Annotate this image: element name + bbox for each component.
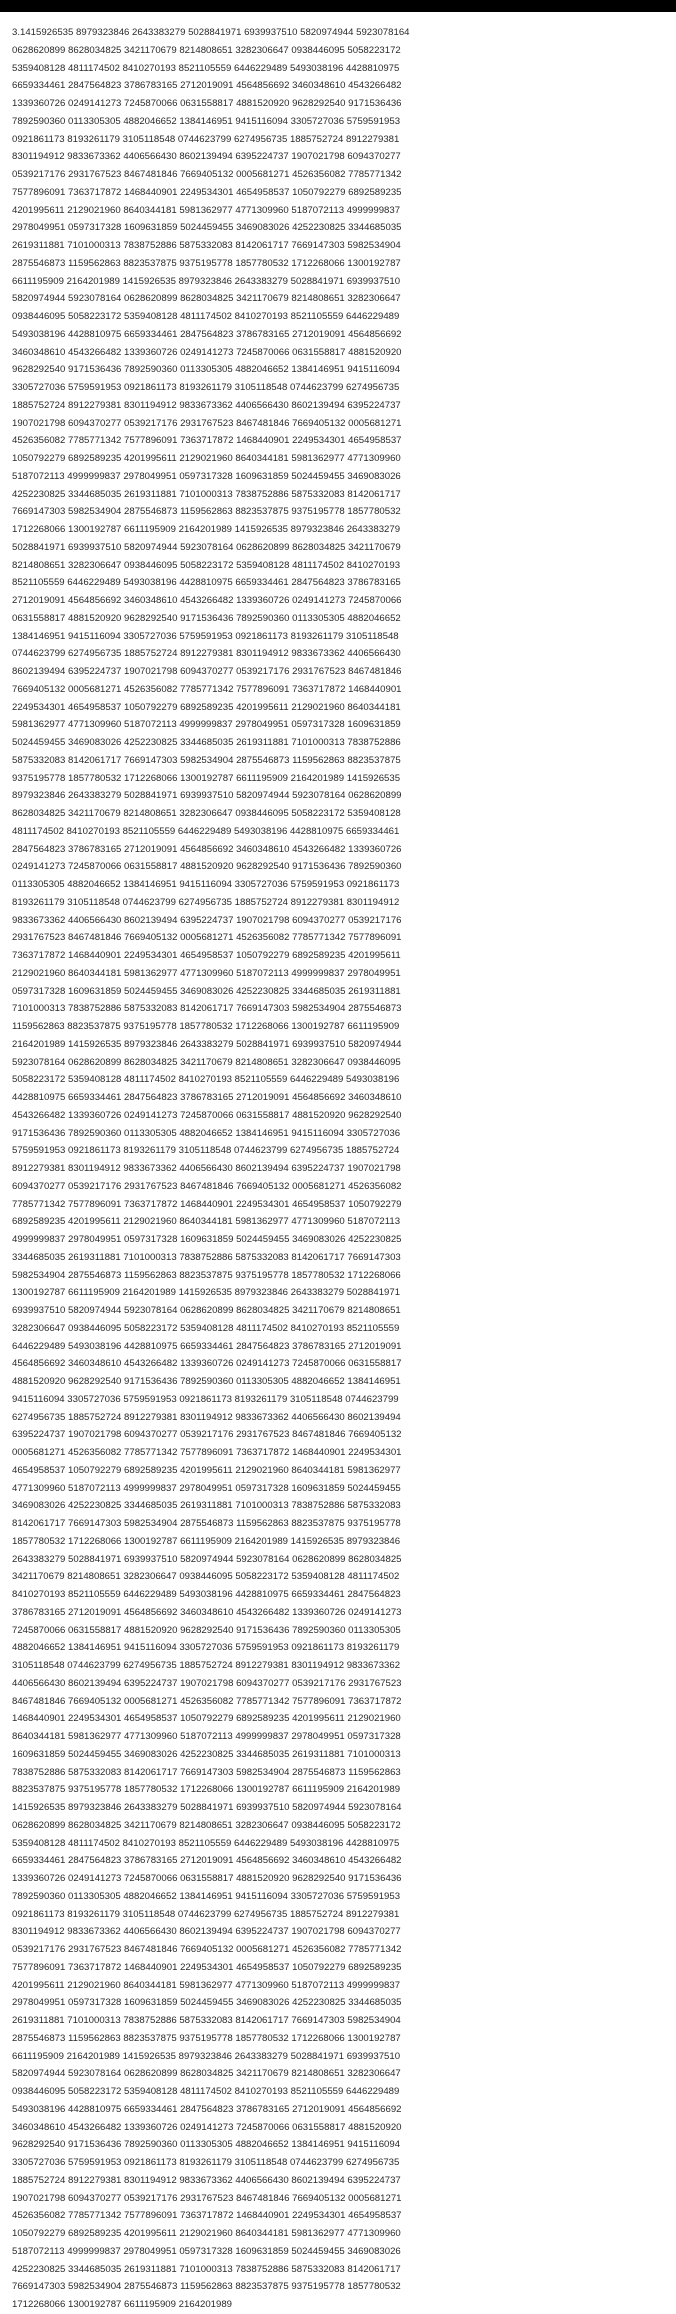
digit-line: 9628292540 9171536436 7892590360 0113305305 4882046652 1384146951 9415116094 xyxy=(12,364,401,376)
digit-line: 5359408128 4811174502 8410270193 8521105559 6446229489 5493038196 4428810975 xyxy=(12,1837,400,1849)
digit-line: 7245870066 0631558817 4881520920 9628292540 9171536436 7892590360 0113305305 xyxy=(12,1624,401,1636)
digit-line: 2619311881 7101000313 7838752886 5875332083 8142061717 7669147303 5982534904 xyxy=(12,240,401,251)
digit-line: 5359408128 4811174502 8410270193 8521105559 6446229489 5493038196 4428810975 xyxy=(12,62,400,74)
digit-line: 3305727036 5759591953 0921861173 8193261179 3105118548 0744623799 6274956735 xyxy=(12,2157,400,2168)
digit-line: 6659334461 2847564823 3786783165 2712019091 4564856692 3460348610 4543266482 xyxy=(12,80,402,92)
digit-line: 8823537875 9375195778 1857780532 1712268066 1300192787 6611195909 2164201989 xyxy=(12,1784,401,1796)
digit-line: 4654958537 1050792279 6892589235 4201995611 2129021960 8640344181 5981362977 xyxy=(12,1464,401,1476)
digit-line: 0921861173 8193261179 3105118548 0744623799 6274956735 1885752724 8912279381 xyxy=(12,133,400,145)
digit-line: 9171536436 7892590360 0113305305 4882046652 1384146951 9415116094 3305727036 xyxy=(12,1127,401,1139)
digit-line: 5923078164 0628620899 8628034825 3421170679 8214808651 3282306647 0938446095 xyxy=(12,1056,401,1068)
digit-line: 3.1415926535 8979323846 2643383279 5028841971 6939937510 5820974944 5923078164 xyxy=(12,27,410,38)
digit-line: 2875546873 1159562863 8823537875 9375195778 1857780532 1712268066 1300192787 xyxy=(12,2032,401,2044)
pi-digits-text xyxy=(12,24,664,2314)
digit-line: 1159562863 8823537875 9375195778 1857780532 1712268066 1300192787 6611195909 xyxy=(12,1021,400,1032)
digit-line: 4543266482 1339360726 0249141273 7245870066 0631558817 4881520920 9628292540 xyxy=(12,1109,402,1121)
digit-line: 8214808651 3282306647 0938446095 5058223172 5359408128 4811174502 8410270193 xyxy=(12,559,401,571)
digit-line: 3282306647 0938446095 5058223172 5359408128 4811174502 8410270193 8521105559 xyxy=(12,1322,400,1334)
digit-line: 1907021798 6094370277 0539217176 2931767523 8467481846 7669405132 0005681271 xyxy=(12,2192,402,2204)
document-page xyxy=(12,24,664,2310)
digit-line: 1384146951 9415116094 3305727036 5759591953 0921861173 8193261179 3105118548 xyxy=(12,630,399,642)
digit-line: 3460348610 4543266482 1339360726 0249141273 7245870066 0631558817 4881520920 xyxy=(12,2121,402,2133)
digit-line: 1609631859 5024459455 3469083026 4252230825 3344685035 2619311881 7101000313 xyxy=(12,1748,401,1760)
digit-line: 1712268066 1300192787 6611195909 2164201989 xyxy=(12,2299,232,2310)
digit-line: 0539217176 2931767523 8467481846 7669405132 0005681271 4526356082 7785771342 xyxy=(12,169,402,180)
digit-line: 3421170679 8214808651 3282306647 0938446095 5058223172 5359408128 4811174502 xyxy=(12,1571,400,1583)
digit-line: 9833673362 4406566430 8602139494 6395224737 1907021798 6094370277 0539217176 xyxy=(12,914,402,926)
digit-line: 0938446095 5058223172 5359408128 4811174502 8410270193 8521105559 6446229489 xyxy=(12,311,400,322)
digit-line: 6395224737 1907021798 6094370277 0539217176 2931767523 8467481846 7669405132 xyxy=(12,1429,402,1441)
digit-line: 0597317328 1609631859 5024459455 3469083026 4252230825 3344685035 2619311881 xyxy=(12,985,401,997)
digit-line: 2847564823 3786783165 2712019091 4564856692 3460348610 4543266482 1339360726 xyxy=(12,843,402,855)
digit-line: 6274956735 1885752724 8912279381 8301194912 9833673362 4406566430 8602139494 xyxy=(12,1411,401,1423)
digit-line: 5820974944 5923078164 0628620899 8628034825 3421170679 8214808651 3282306647 xyxy=(12,2068,401,2080)
digit-line: 6094370277 0539217176 2931767523 8467481846 7669405132 0005681271 4526356082 xyxy=(12,1180,402,1192)
digit-line: 0938446095 5058223172 5359408128 4811174502 8410270193 8521105559 6446229489 xyxy=(12,2086,400,2097)
digit-line: 8640344181 5981362977 4771309960 5187072113 4999999837 2978049951 0597317328 xyxy=(12,1731,401,1742)
digit-line: 6446229489 5493038196 4428810975 6659334461 2847564823 3786783165 2712019091 xyxy=(12,1340,402,1352)
digit-line: 3786783165 2712019091 4564856692 3460348610 4543266482 1339360726 0249141273 xyxy=(12,1606,402,1618)
digit-line: 0113305305 4882046652 1384146951 9415116094 3305727036 5759591953 0921861173 xyxy=(12,879,400,890)
digit-line: 5028841971 6939937510 5820974944 5923078164 0628620899 8628034825 3421170679 xyxy=(12,541,401,553)
digit-line: 2249534301 4654958537 1050792279 6892589235 4201995611 2129021960 8640344181 xyxy=(12,701,401,713)
digit-line: 8193261179 3105118548 0744623799 6274956735 1885752724 8912279381 8301194912 xyxy=(12,896,400,908)
digit-line: 0628620899 8628034825 3421170679 8214808651 3282306647 0938446095 5058223172 xyxy=(12,44,401,56)
digit-line: 1300192787 6611195909 2164201989 1415926535 8979323846 2643383279 5028841971 xyxy=(12,1287,401,1299)
digit-line: 5024459455 3469083026 4252230825 3344685035 2619311881 7101000313 7838752886 xyxy=(12,737,401,748)
digit-line: 7892590360 0113305305 4882046652 1384146951 9415116094 3305727036 5759591953 xyxy=(12,1890,401,1902)
digit-line: 8521105559 6446229489 5493038196 4428810975 6659334461 2847564823 3786783165 xyxy=(12,577,401,589)
digit-line: 6939937510 5820974944 5923078164 0628620899 8628034825 3421170679 8214808651 xyxy=(12,1305,401,1316)
digit-line: 8142061717 7669147303 5982534904 2875546873 1159562863 8823537875 9375195778 xyxy=(12,1518,401,1529)
digit-line: 5187072113 4999999837 2978049951 0597317328 1609631859 5024459455 3469083026 xyxy=(12,2245,401,2257)
digit-line: 7669147303 5982534904 2875546873 1159562863 8823537875 9375195778 1857780532 xyxy=(12,2281,401,2293)
digit-line: 5493038196 4428810975 6659334461 2847564823 3786783165 2712019091 4564856692 xyxy=(12,2103,402,2115)
digit-line: 1050792279 6892589235 4201995611 2129021960 8640344181 5981362977 4771309960 xyxy=(12,453,401,464)
digit-line: 7669147303 5982534904 2875546873 1159562863 8823537875 9375195778 1857780532 xyxy=(12,506,401,518)
digit-line: 4201995611 2129021960 8640344181 5981362977 4771309960 5187072113 4999999837 xyxy=(12,204,401,216)
digit-line: 8912279381 8301194912 9833673362 4406566430 8602139494 6395224737 1907021798 xyxy=(12,1163,401,1174)
digit-line: 4428810975 6659334461 2847564823 3786783165 2712019091 4564856692 3460348610 xyxy=(12,1092,402,1103)
digit-line: 1468440901 2249534301 4654958537 1050792279 6892589235 4201995611 2129021960 xyxy=(12,1713,401,1725)
digit-line: 0005681271 4526356082 7785771342 7577896091 7363717872 1468440901 2249534301 xyxy=(12,1447,402,1458)
digit-line: 5982534904 2875546873 1159562863 8823537875 9375195778 1857780532 1712268066 xyxy=(12,1269,401,1281)
digit-line: 8628034825 3421170679 8214808651 3282306647 0938446095 5058223172 5359408128 xyxy=(12,808,401,819)
digit-line: 0628620899 8628034825 3421170679 8214808651 3282306647 0938446095 5058223172 xyxy=(12,1819,401,1831)
digit-line: 3305727036 5759591953 0921861173 8193261179 3105118548 0744623799 6274956735 xyxy=(12,382,400,393)
top-bar xyxy=(0,0,676,12)
digit-line: 2978049951 0597317328 1609631859 5024459455 3469083026 4252230825 3344685035 xyxy=(12,1997,402,2009)
digit-line: 2619311881 7101000313 7838752886 5875332083 8142061717 7669147303 5982534904 xyxy=(12,2015,401,2026)
digit-line: 9628292540 9171536436 7892590360 0113305305 4882046652 1384146951 9415116094 xyxy=(12,2139,401,2151)
digit-line: 0249141273 7245870066 0631558817 4881520920 9628292540 9171536436 7892590360 xyxy=(12,861,402,873)
digit-line: 2164201989 1415926535 8979323846 2643383279 5028841971 6939937510 5820974944 xyxy=(12,1038,402,1050)
digit-line: 1857780532 1712268066 1300192787 6611195909 2164201989 1415926535 8979323846 xyxy=(12,1535,401,1547)
digit-line: 5759591953 0921861173 8193261179 3105118548 0744623799 6274956735 1885752724 xyxy=(12,1145,400,1157)
digit-line: 8602139494 6395224737 1907021798 6094370277 0539217176 2931767523 8467481846 xyxy=(12,666,402,677)
digit-line: 2875546873 1159562863 8823537875 9375195778 1857780532 1712268066 1300192787 xyxy=(12,257,401,269)
digit-line: 1712268066 1300192787 6611195909 2164201989 1415926535 8979323846 2643383279 xyxy=(12,524,401,535)
digit-line: 8467481846 7669405132 0005681271 4526356082 7785771342 7577896091 7363717872 xyxy=(12,1695,402,1707)
digit-line: 0744623799 6274956735 1885752724 8912279381 8301194912 9833673362 4406566430 xyxy=(12,648,401,660)
digit-line: 2712019091 4564856692 3460348610 4543266482 1339360726 0249141273 7245870066 xyxy=(12,595,402,606)
digit-line: 3460348610 4543266482 1339360726 0249141273 7245870066 0631558817 4881520920 xyxy=(12,346,402,358)
digit-line: 6611195909 2164201989 1415926535 8979323846 2643383279 5028841971 6939937510 xyxy=(12,275,401,287)
digit-line: 0921861173 8193261179 3105118548 0744623799 6274956735 1885752724 8912279381 xyxy=(12,1908,400,1920)
digit-line: 8301194912 9833673362 4406566430 8602139494 6395224737 1907021798 6094370277 xyxy=(12,1926,401,1938)
digit-line: 5493038196 4428810975 6659334461 2847564823 3786783165 2712019091 4564856692 xyxy=(12,328,402,340)
digit-line: 3469083026 4252230825 3344685035 2619311881 7101000313 7838752886 5875332083 xyxy=(12,1500,401,1512)
digit-line: 3105118548 0744623799 6274956735 1885752724 8912279381 8301194912 9833673362 xyxy=(12,1660,401,1671)
digit-line: 4201995611 2129021960 8640344181 5981362977 4771309960 5187072113 4999999837 xyxy=(12,1979,401,1991)
digit-line: 2129021960 8640344181 5981362977 4771309960 5187072113 4999999837 2978049951 xyxy=(12,967,401,979)
digit-line: 4999999837 2978049951 0597317328 1609631859 5024459455 3469083026 4252230825 xyxy=(12,1234,402,1245)
digit-line: 4881520920 9628292540 9171536436 7892590360 0113305305 4882046652 1384146951 xyxy=(12,1376,401,1387)
digit-line: 1885752724 8912279381 8301194912 9833673362 4406566430 8602139494 6395224737 xyxy=(12,2174,401,2186)
digit-line: 7577896091 7363717872 1468440901 2249534301 4654958537 1050792279 6892589235 xyxy=(12,1961,402,1973)
digit-line: 6611195909 2164201989 1415926535 8979323846 2643383279 5028841971 6939937510 xyxy=(12,2050,401,2062)
digit-line: 4252230825 3344685035 2619311881 7101000313 7838752886 5875332083 8142061717 xyxy=(12,488,401,500)
digit-line: 4564856692 3460348610 4543266482 1339360726 0249141273 7245870066 0631558817 xyxy=(12,1358,402,1370)
digit-line: 5058223172 5359408128 4811174502 8410270193 8521105559 6446229489 5493038196 xyxy=(12,1074,400,1086)
digit-line: 8301194912 9833673362 4406566430 8602139494 6395224737 1907021798 6094370277 xyxy=(12,151,401,163)
digit-line: 5187072113 4999999837 2978049951 0597317328 1609631859 5024459455 3469083026 xyxy=(12,470,401,482)
digit-line: 0631558817 4881520920 9628292540 9171536436 7892590360 0113305305 4882046652 xyxy=(12,612,401,624)
digit-line: 1907021798 6094370277 0539217176 2931767523 8467481846 7669405132 0005681271 xyxy=(12,417,402,429)
digit-line: 9415116094 3305727036 5759591953 0921861173 8193261179 3105118548 0744623799 xyxy=(12,1393,399,1405)
digit-line: 9375195778 1857780532 1712268066 1300192787 6611195909 2164201989 1415926535 xyxy=(12,772,401,784)
digit-line: 4882046652 1384146951 9415116094 3305727036 5759591953 0921861173 8193261179 xyxy=(12,1642,400,1654)
digit-line: 5981362977 4771309960 5187072113 4999999837 2978049951 0597317328 1609631859 xyxy=(12,719,401,731)
digit-line: 2643383279 5028841971 6939937510 5820974944 5923078164 0628620899 8628034825 xyxy=(12,1553,402,1565)
digit-line: 5820974944 5923078164 0628620899 8628034825 3421170679 8214808651 3282306647 xyxy=(12,293,401,305)
digit-line: 1885752724 8912279381 8301194912 9833673362 4406566430 8602139494 6395224737 xyxy=(12,399,401,411)
digit-line: 4252230825 3344685035 2619311881 7101000313 7838752886 5875332083 8142061717 xyxy=(12,2263,401,2275)
digit-line: 3344685035 2619311881 7101000313 7838752886 5875332083 8142061717 7669147303 xyxy=(12,1251,401,1263)
digit-line: 4526356082 7785771342 7577896091 7363717872 1468440901 2249534301 4654958537 xyxy=(12,2210,402,2222)
digit-line: 4526356082 7785771342 7577896091 7363717872 1468440901 2249534301 4654958537 xyxy=(12,435,402,447)
digit-line: 2978049951 0597317328 1609631859 5024459455 3469083026 4252230825 3344685035 xyxy=(12,222,402,234)
digit-line: 7838752886 5875332083 8142061717 7669147303 5982534904 2875546873 1159562863 xyxy=(12,1766,401,1778)
digit-line: 7669405132 0005681271 4526356082 7785771342 7577896091 7363717872 1468440901 xyxy=(12,683,402,695)
digit-line: 4811174502 8410270193 8521105559 6446229489 5493038196 4428810975 6659334461 xyxy=(12,825,400,837)
digit-line: 7577896091 7363717872 1468440901 2249534301 4654958537 1050792279 6892589235 xyxy=(12,186,402,198)
digit-line: 7101000313 7838752886 5875332083 8142061717 7669147303 5982534904 2875546873 xyxy=(12,1003,402,1015)
digit-line: 6892589235 4201995611 2129021960 8640344181 5981362977 4771309960 5187072113 xyxy=(12,1216,401,1228)
digit-line: 5875332083 8142061717 7669147303 5982534904 2875546873 1159562863 8823537875 xyxy=(12,754,401,766)
digit-line: 1050792279 6892589235 4201995611 2129021960 8640344181 5981362977 4771309960 xyxy=(12,2228,401,2239)
digit-line: 7785771342 7577896091 7363717872 1468440901 2249534301 4654958537 1050792279 xyxy=(12,1198,402,1210)
digit-line: 4406566430 8602139494 6395224737 1907021798 6094370277 0539217176 2931767523 xyxy=(12,1677,402,1689)
digit-line: 7363717872 1468440901 2249534301 4654958537 1050792279 6892589235 4201995611 xyxy=(12,950,401,961)
digit-line: 7892590360 0113305305 4882046652 1384146951 9415116094 3305727036 5759591953 xyxy=(12,115,401,127)
digit-line: 2931767523 8467481846 7669405132 0005681271 4526356082 7785771342 7577896091 xyxy=(12,932,402,944)
digit-line: 4771309960 5187072113 4999999837 2978049951 0597317328 1609631859 5024459455 xyxy=(12,1482,401,1494)
digit-line: 1415926535 8979323846 2643383279 5028841971 6939937510 5820974944 5923078164 xyxy=(12,1802,402,1813)
digit-line: 8410270193 8521105559 6446229489 5493038196 4428810975 6659334461 2847564823 xyxy=(12,1589,401,1600)
digit-line: 1339360726 0249141273 7245870066 0631558817 4881520920 9628292540 9171536436 xyxy=(12,1873,402,1884)
digit-line: 1339360726 0249141273 7245870066 0631558817 4881520920 9628292540 9171536436 xyxy=(12,98,402,109)
digit-line: 8979323846 2643383279 5028841971 6939937510 5820974944 5923078164 0628620899 xyxy=(12,790,402,802)
digit-line: 6659334461 2847564823 3786783165 2712019091 4564856692 3460348610 4543266482 xyxy=(12,1855,402,1867)
digit-line: 0539217176 2931767523 8467481846 7669405132 0005681271 4526356082 7785771342 xyxy=(12,1944,402,1955)
